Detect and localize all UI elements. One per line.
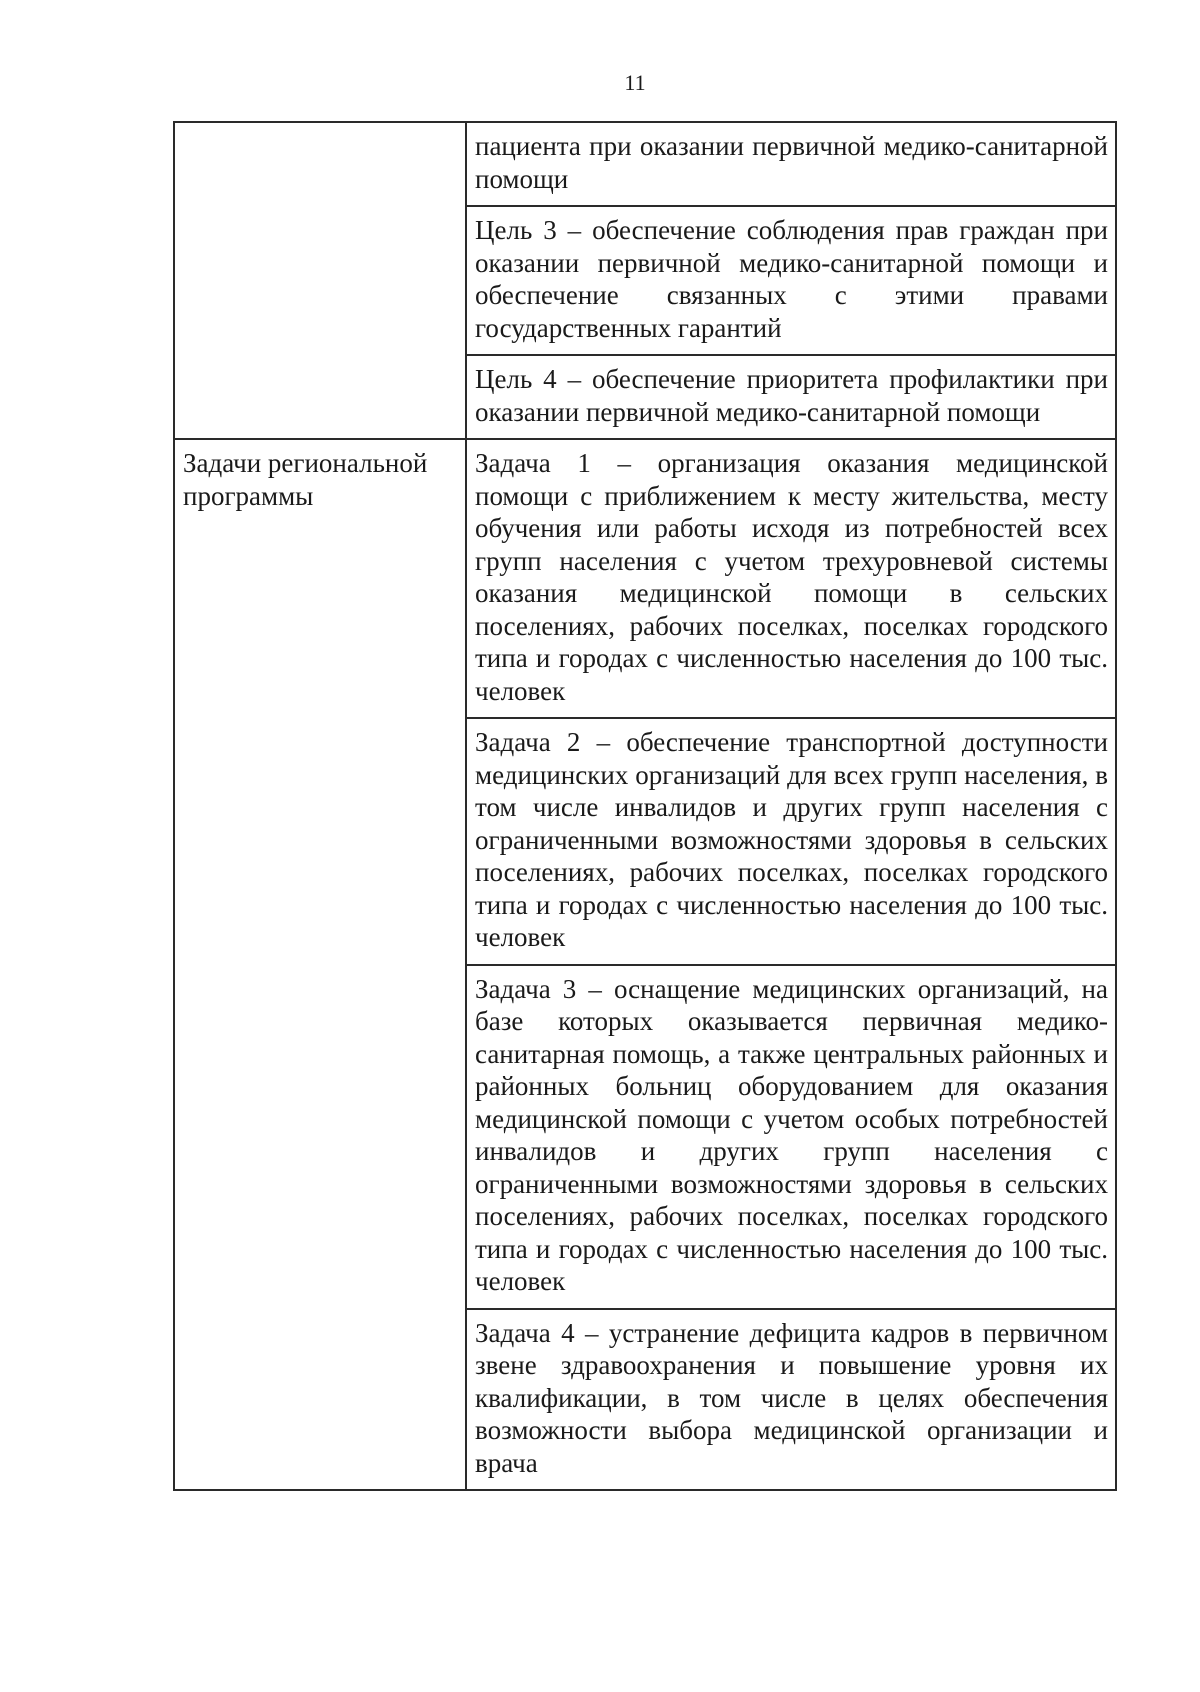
table-row: [174, 122, 1116, 206]
page-number: 11: [624, 70, 646, 95]
task-4-cell: [466, 1309, 1116, 1491]
task-1-text: Задача 1 – организация оказания медицинской помощи с приближением к месту жительства, месту обучения или работы исходя из потребностей всех групп населения с учетом трехуровневой системы оказания медицинской помощи в сельских поселениях, рабочих поселках, поселках городского типа и городах с численностью населения до 100 тыс. человек: [475, 448, 1108, 706]
goals-label-cell: [174, 122, 466, 439]
goal-3-text: Цель 3 – обеспечение соблюдения прав граждан при оказании первичной медико-санитарной помощи и обеспечение связанных с этими правами государственных гарантий: [475, 215, 1108, 343]
task-3-cell: [466, 965, 1116, 1309]
goal-4-cell: [466, 355, 1116, 439]
task-3-text: Задача 3 – оснащение медицинских организаций, на базе которых оказывается первичная медико-санитарная помощь, а также центральных районных и районных больниц оборудованием для оказания медицинской помощи с учетом особых потребностей инвалидов и других групп населения с ограниченными возможностями здоровья в сельских поселениях, рабочих поселках, поселках городского типа и городах с численностью населения до 100 тыс. человек: [475, 973, 1108, 1296]
task-4-text: Задача 4 – устранение дефицита кадров в первичном звене здравоохранения и повышение уровня их квалификации, в том числе в целях обеспечения возможности выбора медицинской организации и врача: [475, 1317, 1108, 1478]
program-table: [173, 121, 1117, 1491]
task-1-cell: [466, 439, 1116, 718]
tasks-label-cell: [174, 439, 466, 1490]
goal-4-text: Цель 4 – обеспечение приоритета профилактики при оказании первичной медико-санитарной помощи: [475, 364, 1108, 427]
task-2-cell: [466, 718, 1116, 965]
table-row: [174, 439, 1116, 718]
goal-2-continuation-text: пациента при оказании первичной медико-санитарной помощи: [475, 131, 1108, 194]
goal-3-cell: [466, 206, 1116, 355]
task-2-text: Задача 2 – обеспечение транспортной доступности медицинских организаций для всех групп населения, в том числе инвалидов и других групп населения с ограниченными возможностями здоровья в сельских поселениях, рабочих поселках, поселках городского типа и городах с численностью населения до 100 тыс. человек: [475, 727, 1108, 952]
goal-2-continuation-cell: [466, 122, 1116, 206]
tasks-label: Задачи региональной программы: [183, 448, 428, 511]
